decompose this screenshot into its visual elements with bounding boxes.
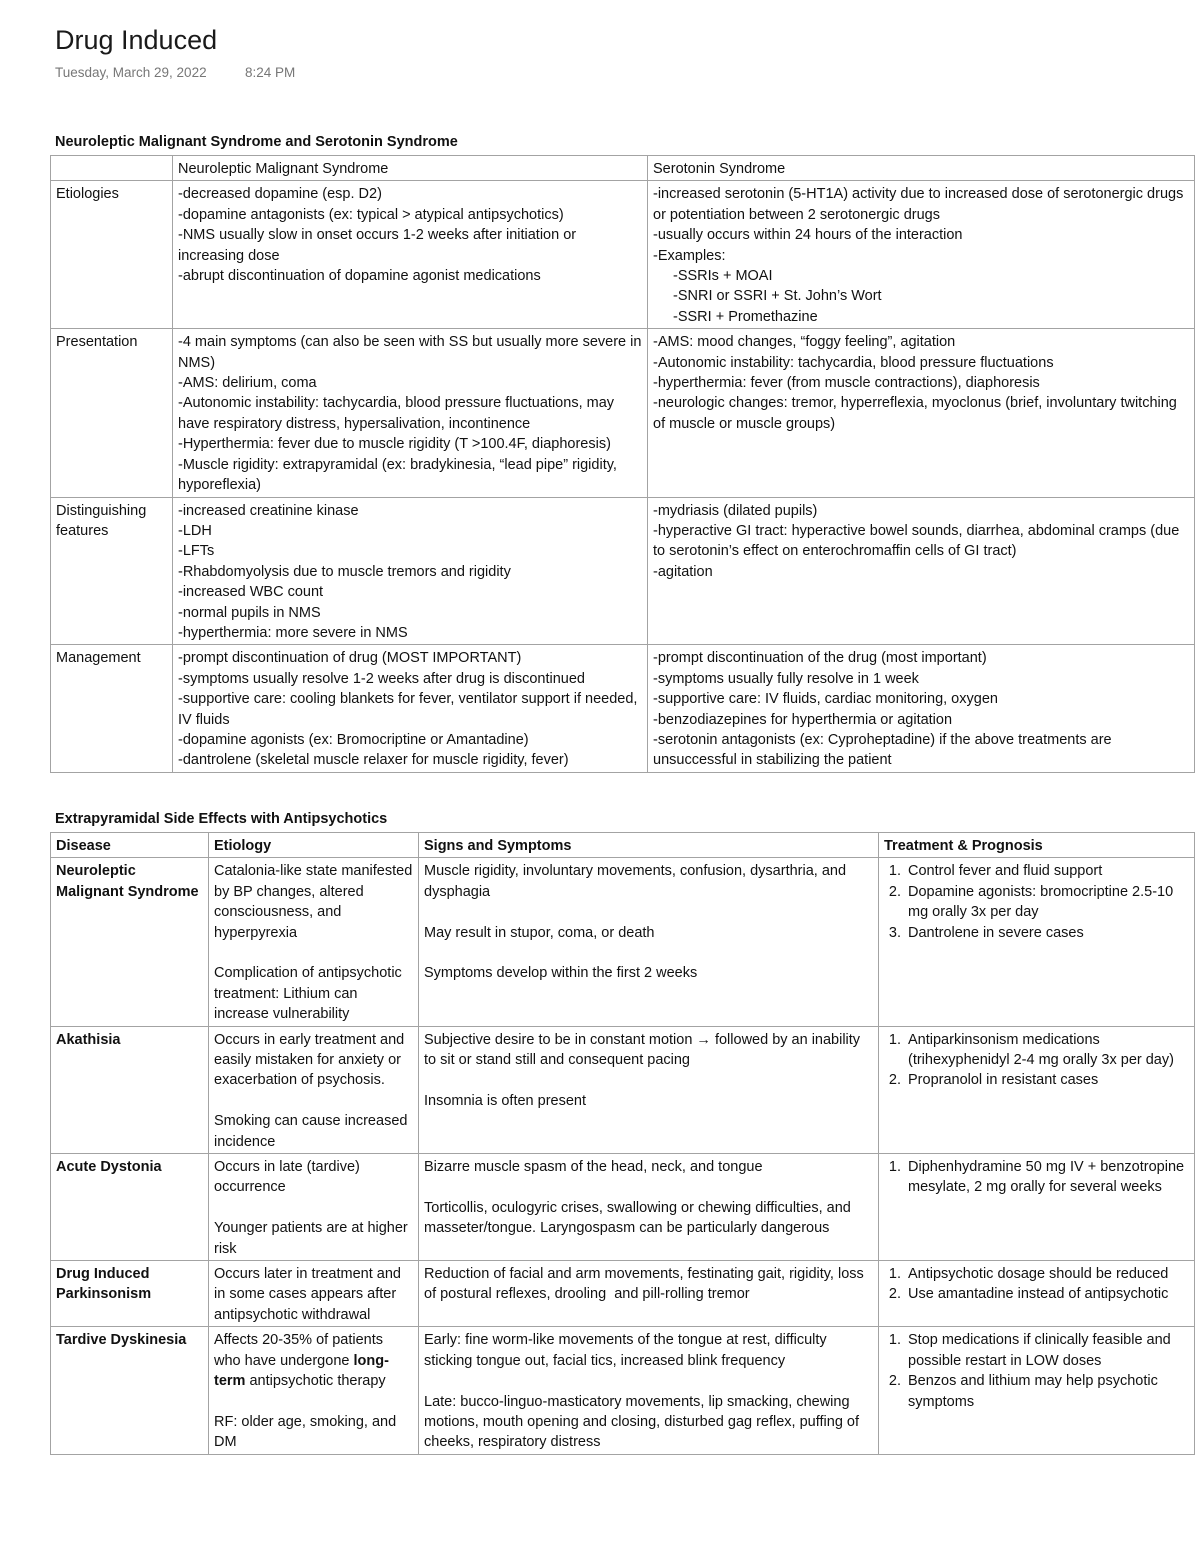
paragraph-gap [214,1091,413,1111]
cell-line: -AMS: mood changes, “foggy feeling”, agitation [653,334,956,351]
cell-line: -usually occurs within 24 hours of the interaction [653,227,963,244]
cell-line: -supportive care: cooling blankets for fever, ventilator support if needed, IV fluids [178,691,642,728]
signs-cell [419,1261,879,1327]
treatment-list [884,861,1189,943]
page-date: Tuesday, March 29, 2022 [55,65,207,80]
cell-line: Insomnia is often present [424,1092,587,1109]
example-line: -SSRI + Promethazine [673,308,818,325]
cell-line: -LFTs [178,543,215,560]
table-row [51,1154,1195,1261]
cell-line: RF: older age, smoking, and DM [214,1413,401,1451]
cell-line: -prompt discontinuation of the drug (most important) [653,650,987,667]
etiology-text: antipsychotic therapy [245,1373,386,1390]
cell-line: -Rhabdomyolysis due to muscle tremors and rigidity [178,563,511,580]
list-item: 2. Benzos and lithium may help psychotic symptoms [905,1371,1189,1412]
cell-line: Smoking can cause increased incidence [214,1113,412,1150]
list-item: 1. Antipsychotic dosage should be reduced [905,1264,1189,1284]
etiology-cell [209,858,419,1026]
cell-line: -dopamine antagonists (ex: typical > atypical antipsychotics) [178,206,564,223]
cell-line: May result in stupor, coma, or death [424,924,655,941]
cell-line: -hyperactive GI tract: hyperactive bowel sounds, diarrhea, abdominal cramps (due to serotonin’s effect on enterochromaffin cells of GI tract) [653,522,1184,560]
cell-line: -increased WBC count [178,584,324,601]
signs-cell [419,1026,879,1153]
treatment-cell [879,858,1195,1026]
list-item: 2. Dopamine agonists: bromocriptine 2.5-10 mg orally 3x per day [905,882,1189,923]
paragraph-gap [424,943,873,963]
cell-line: Catalonia-like state manifested by BP changes, altered consciousness, and hyperpyrexia [214,863,417,941]
disease-name: Drug Induced Parkinsonism [51,1261,209,1327]
cell-line: -benzodiazepines for hyperthermia or agitation [653,711,953,728]
signs-cell [419,858,879,1026]
page-time: 8:24 PM [245,65,296,80]
disease-name: Akathisia [51,1026,209,1153]
row-label: Etiologies [51,181,173,329]
treatment-list [884,1157,1189,1198]
cell-line: -LDH [178,522,212,539]
cell-line [214,1330,413,1391]
page-title: Drug Induced [55,25,218,55]
cell-line: -increased creatinine kinase [178,502,359,519]
row-label: Distinguishing features [51,497,173,645]
cell-line: -abrupt discontinuation of dopamine agonist medications [178,268,541,285]
etiology-cell [209,1261,419,1327]
nms-cell [173,645,648,772]
etiology-emphasis: long-term [214,1352,389,1390]
cell-line: Occurs in early treatment and easily mistaken for anxiety or exacerbation of psychosis. [214,1031,409,1089]
cell-line: -serotonin antagonists (ex: Cyproheptadine) if the above treatments are unsuccessful in stabilizing the patient [653,731,1116,769]
ss-cell [648,645,1195,772]
paragraph-gap [214,1198,413,1218]
cell-line: -4 main symptoms (can also be seen with SS but usually more severe in NMS) [178,334,646,371]
cell-line: Subjective desire to be in constant motion → followed by an inability to sit or stand still and consequent pacing [424,1031,865,1069]
signs-cell [419,1154,879,1261]
cell-line: Younger patients are at higher risk [214,1220,412,1257]
cell-line: -decreased dopamine (esp. D2) [178,186,382,203]
row-label: Presentation [51,329,173,497]
cell-line: -dantrolene (skeletal muscle relaxer for muscle rigidity, fever) [178,752,569,769]
header-cell-ss: Serotonin Syndrome [648,156,1195,181]
treatment-list [884,1330,1189,1412]
ss-cell [648,497,1195,645]
cell-line: Occurs later in treatment and in some cases appears after antipsychotic withdrawal [214,1266,406,1323]
cell-line: Reduction of facial and arm movements, festinating gait, rigidity, loss of postural reflexes, drooling and pill-rolling tremor [424,1266,868,1303]
cell-line: -hyperthermia: fever (from muscle contractions), diaphoresis [653,375,1040,392]
nms-ss-comparison-table [50,155,1195,773]
list-item: 1. Stop medications if clinically feasible and possible restart in LOW doses [905,1330,1189,1371]
cell-line: -agitation [653,563,713,580]
cell-line: Complication of antipsychotic treatment: Lithium can increase vulnerability [214,965,406,1023]
paragraph-gap [424,1070,873,1090]
cell-line: Symptoms develop within the first 2 weeks [424,965,698,982]
cell-line: Bizarre muscle spasm of the head, neck, and tongue [424,1159,763,1176]
cell-line: Early: fine worm-like movements of the tongue at rest, difficulty sticking tongue out, facial tics, increased blink frequency [424,1332,831,1369]
header-cell-etiology: Etiology [209,833,419,858]
cell-line: -symptoms usually resolve 1-2 weeks after drug is discontinued [178,670,585,687]
list-item: 2. Use amantadine instead of antipsychotic [905,1284,1189,1304]
paragraph-gap [214,943,413,963]
cell-line: -increased serotonin (5-HT1A) activity due to increased dose of serotonergic drugs or potentiation between 2 serotonergic drugs [653,186,1188,223]
cell-line: -NMS usually slow in onset occurs 1-2 weeks after initiation or increasing dose [178,227,581,264]
cell-line: Occurs in late (tardive) occurrence [214,1159,364,1196]
cell-line: -Autonomic instability: tachycardia, blood pressure fluctuations, may have respiratory distress, hypersalivation, incontinence [178,395,619,432]
list-item: 1. Antiparkinsonism medications (trihexyphenidyl 2-4 mg orally 3x per day) [905,1030,1189,1071]
cell-line: -supportive care: IV fluids, cardiac monitoring, oxygen [653,691,998,708]
row-label: Management [51,645,173,772]
cell-line: -normal pupils in NMS [178,604,321,621]
cell-line: Torticollis, oculogyric crises, swallowing or chewing difficulties, and masseter/tongue. Laryngospasm can be particularly dangerous [424,1199,855,1237]
treatment-list [884,1030,1189,1091]
table-row [51,1026,1195,1153]
cell-line: -hyperthermia: more severe in NMS [178,624,408,641]
paragraph-gap [214,1392,413,1412]
table-row [51,181,1195,329]
section-heading-nms-ss: Neuroleptic Malignant Syndrome and Serotonin Syndrome [55,134,458,150]
list-item: 1. Control fever and fluid support [905,861,1189,881]
signs-cell [419,1327,879,1454]
header-cell-treatment: Treatment & Prognosis [879,833,1195,858]
cell-line: Late: bucco-linguo-masticatory movements, lip smacking, chewing motions, mouth opening and closing, disturbed gag reflex, puffing of cheeks, respiratory distress [424,1393,864,1451]
table-row [51,1327,1195,1454]
table-row [51,497,1195,645]
list-item: 1. Diphenhydramine 50 mg IV + benzotropine mesylate, 2 mg orally for several weeks [905,1157,1189,1198]
table-header-row [51,833,1195,858]
ss-cell [648,181,1195,329]
nms-cell [173,497,648,645]
cell-line: -mydriasis (dilated pupils) [653,502,818,519]
disease-name: Neuroleptic Malignant Syndrome [51,858,209,1026]
treatment-cell [879,1327,1195,1454]
example-line: -SNRI or SSRI + St. John’s Wort [673,288,882,305]
header-cell-nms: Neuroleptic Malignant Syndrome [173,156,648,181]
cell-line: Muscle rigidity, involuntary movements, confusion, dysarthria, and dysphagia [424,863,851,900]
list-item: 3. Dantrolene in severe cases [905,923,1189,943]
cell-line: -Autonomic instability: tachycardia, blood pressure fluctuations [653,354,1054,371]
cell-line: -neurologic changes: tremor, hyperreflexia, myoclonus (brief, involuntary twitching of muscle or muscle groups) [653,395,1181,432]
cell-line: -Examples: [653,247,726,264]
table-row [51,1261,1195,1327]
treatment-cell [879,1154,1195,1261]
etiology-text: Affects 20-35% of patients who have undergone [214,1332,388,1369]
treatment-list [884,1264,1189,1305]
treatment-cell [879,1026,1195,1153]
cell-line: -Hyperthermia: fever due to muscle rigidity (T >100.4F, diaphoresis) [178,436,611,453]
cell-line: -Muscle rigidity: extrapyramidal (ex: bradykinesia, “lead pipe” rigidity, hyporeflexia) [178,456,621,494]
table-row [51,645,1195,772]
treatment-cell [879,1261,1195,1327]
disease-name: Tardive Dyskinesia [51,1327,209,1454]
paragraph-gap [424,1371,873,1391]
disease-name: Acute Dystonia [51,1154,209,1261]
cell-line: -AMS: delirium, coma [178,375,317,392]
header-cell-signs: Signs and Symptoms [419,833,879,858]
ss-cell [648,329,1195,497]
etiology-cell [209,1026,419,1153]
etiology-cell [209,1327,419,1454]
eps-antipsychotics-table [50,832,1195,1455]
section-heading-eps: Extrapyramidal Side Effects with Antipsychotics [55,811,388,827]
example-line: -SSRIs + MOAI [673,268,773,285]
cell-line: -symptoms usually fully resolve in 1 week [653,670,919,687]
nms-cell [173,181,648,329]
table-row [51,329,1195,497]
table-header-row [51,156,1195,181]
header-cell-empty [51,156,173,181]
cell-line: -prompt discontinuation of drug (MOST IMPORTANT) [178,650,522,667]
paragraph-gap [424,1177,873,1197]
paragraph-gap [424,902,873,922]
header-cell-disease: Disease [51,833,209,858]
cell-line: -dopamine agonists (ex: Bromocriptine or Amantadine) [178,731,529,748]
list-item: 2. Propranolol in resistant cases [905,1070,1189,1090]
etiology-cell [209,1154,419,1261]
nms-cell [173,329,648,497]
table-row [51,858,1195,1026]
